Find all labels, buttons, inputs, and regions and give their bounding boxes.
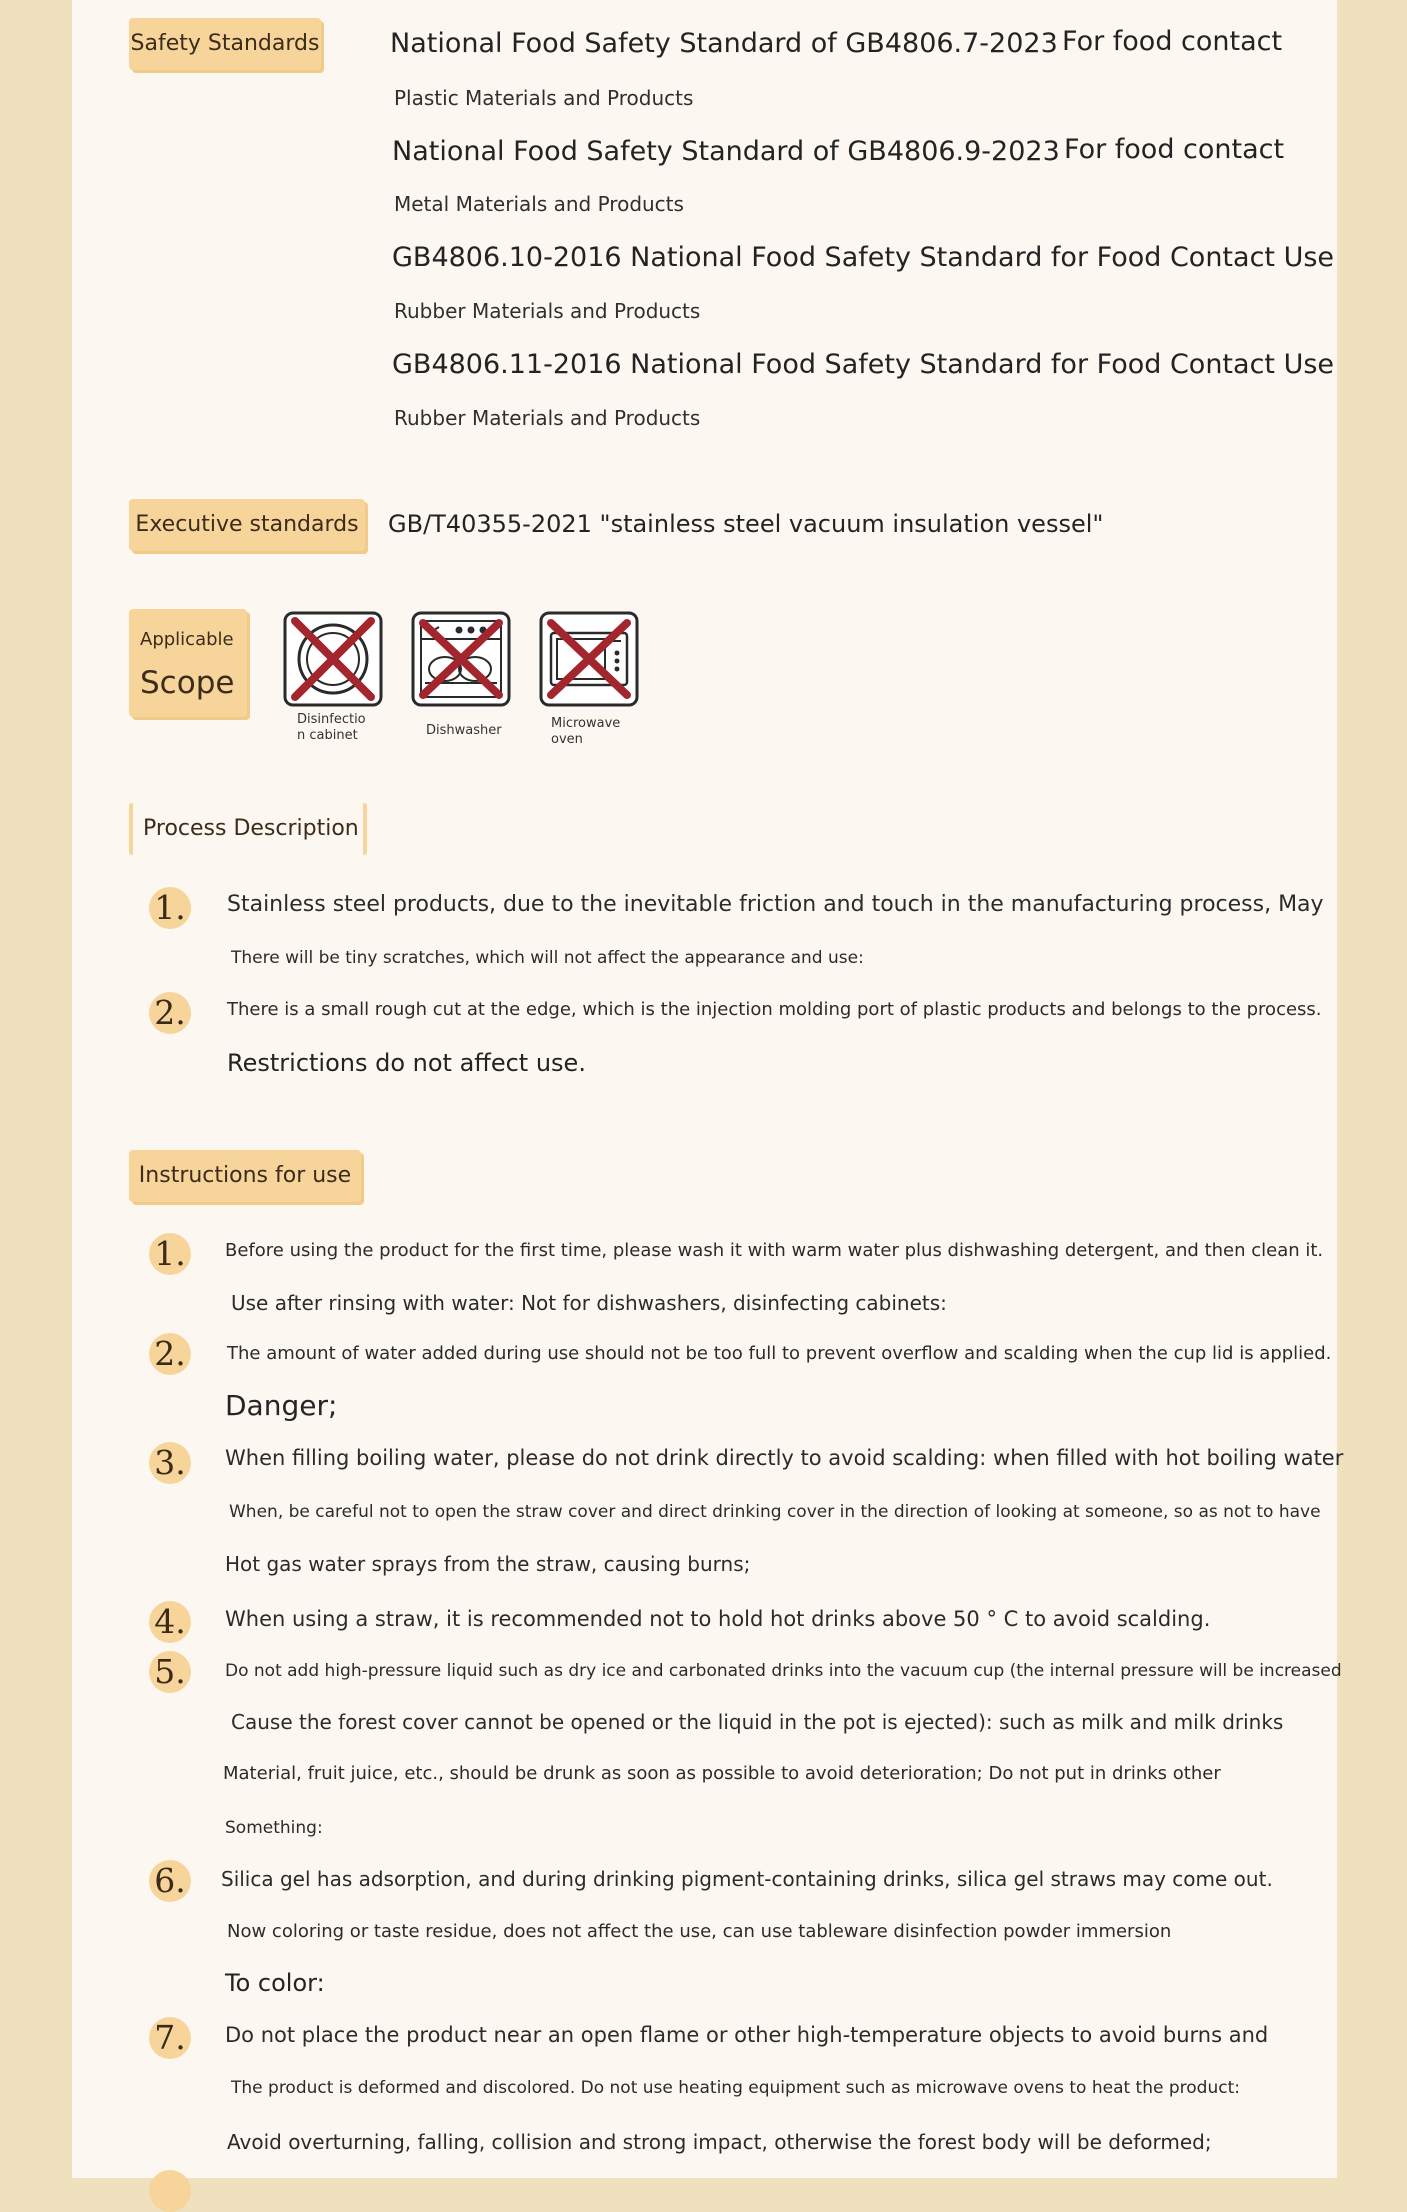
applicable-scope-tag: [129, 609, 247, 717]
safety-standard-sub-3: Rubber Materials and Products: [394, 299, 701, 323]
instruction-item-7-line-3: Avoid overturning, falling, collision and strong impact, otherwise the forest body will be deformed;: [227, 2130, 1212, 2154]
safety-standard-sub-1: Plastic Materials and Products: [394, 86, 694, 110]
instruction-item-7-line-2: The product is deformed and discolored. Do not use heating equipment such as microwave ovens to heat the product:: [231, 2078, 1240, 2098]
executive-standards-tag-label: Executive standards: [135, 512, 359, 537]
safety-standard-title-1: National Food Safety Standard of GB4806.7-2023: [390, 28, 1058, 59]
disinfection-cabinet-prohibited-icon: [283, 611, 383, 707]
process-item-2-number: 2.: [149, 992, 191, 1034]
process-item-2-line-1: There is a small rough cut at the edge, which is the injection molding port of plastic products and belongs to the process.: [227, 999, 1322, 1020]
safety-standard-sub-2: Metal Materials and Products: [394, 192, 684, 216]
disinfection-cabinet-label-line-1: Disinfectio: [297, 712, 366, 727]
microwave-prohibited-icon: [539, 611, 639, 707]
safety-standard-suffix-1: For food contact: [1062, 26, 1283, 57]
safety-standard-title-2: National Food Safety Standard of GB4806.9-2023: [392, 136, 1060, 167]
instruction-item-6-number: 6.: [149, 1860, 191, 1902]
process-description-tag-label: Process Description: [143, 816, 359, 841]
instructions-for-use-tag: [129, 1150, 361, 1202]
instruction-item-2-line-1: The amount of water added during use should not be too full to prevent overflow and scalding when the cup lid is applied.: [227, 1343, 1332, 1364]
microwave-label: [551, 716, 620, 749]
instruction-item-1-line-2: Use after rinsing with water: Not for dishwashers, disinfecting cabinets:: [231, 1291, 947, 1315]
safety-standard-title-4: GB4806.11-2016 National Food Safety Standard for Food Contact Use: [392, 349, 1335, 380]
instruction-item-8-number-partial: [149, 2170, 191, 2212]
safety-standard-sub-4: Rubber Materials and Products: [394, 406, 701, 430]
instruction-item-6-line-1: Silica gel has adsorption, and during drinking pigment-containing drinks, silica gel straws may come out.: [221, 1867, 1273, 1891]
process-item-2-line-2: Restrictions do not affect use.: [227, 1049, 586, 1077]
dishwasher-prohibited-icon: [411, 611, 511, 707]
instruction-item-4-number: 4.: [149, 1601, 191, 1643]
microwave-label-line-2: oven: [551, 732, 583, 748]
instruction-item-7-number: 7.: [149, 2017, 191, 2059]
instruction-item-5-line-2: Cause the forest cover cannot be opened or the liquid in the pot is ejected): such as milk and milk drinks: [231, 1710, 1284, 1734]
instruction-item-7-line-1: Do not place the product near an open flame or other high-temperature objects to avoid burns and: [225, 2023, 1269, 2047]
instruction-item-1-line-1: Before using the product for the first time, please wash it with warm water plus dishwashing detergent, and then clean it.: [225, 1240, 1324, 1261]
disinfection-cabinet-label: [297, 712, 366, 745]
instruction-item-5-line-4: Something:: [225, 1818, 323, 1838]
instruction-item-3-line-3: Hot gas water sprays from the straw, causing burns;: [225, 1552, 751, 1576]
instruction-item-1-number: 1.: [149, 1233, 191, 1275]
process-description-tag: [129, 803, 367, 855]
instruction-item-6-line-3: To color:: [225, 1969, 325, 1997]
applicable-scope-tag-big: Scope: [140, 665, 235, 701]
product-info-panel: [72, 0, 1344, 2178]
process-item-1-number: 1.: [149, 887, 191, 929]
instruction-item-6-line-2: Now coloring or taste residue, does not affect the use, can use tableware disinfection powder immersion: [227, 1921, 1172, 1942]
instruction-item-5-number: 5.: [149, 1651, 191, 1693]
instruction-item-5-line-3: Material, fruit juice, etc., should be drunk as soon as possible to avoid deterioration; Do not put in drinks other: [223, 1763, 1221, 1784]
instruction-item-5-line-1: Do not add high-pressure liquid such as dry ice and carbonated drinks into the vacuum cup (the internal pressure will be increased: [225, 1661, 1342, 1681]
instruction-item-3-line-2: When, be careful not to open the straw cover and direct drinking cover in the direction of looking at someone, so as not to have: [229, 1502, 1321, 1522]
dishwasher-label-line-1: Dishwasher: [426, 723, 502, 738]
safety-standards-tag: [129, 18, 321, 70]
safety-standard-title-3: GB4806.10-2016 National Food Safety Standard for Food Contact Use: [392, 242, 1335, 273]
executive-standard-text: GB/T40355-2021 "stainless steel vacuum insulation vessel": [388, 510, 1104, 538]
disinfection-cabinet-label-line-2: n cabinet: [297, 728, 358, 744]
instruction-item-2-line-2: Danger;: [225, 1389, 338, 1422]
microwave-label-line-1: Microwave: [551, 716, 621, 731]
safety-standard-suffix-2: For food contact: [1064, 134, 1285, 165]
instruction-item-4-line-1: When using a straw, it is recommended not to hold hot drinks above 50 ° C to avoid scalding.: [225, 1607, 1211, 1631]
instruction-item-2-number: 2.: [149, 1333, 191, 1375]
process-item-1-line-1: Stainless steel products, due to the inevitable friction and touch in the manufacturing process, May: [227, 892, 1324, 917]
process-item-1-line-2: There will be tiny scratches, which will not affect the appearance and use:: [231, 948, 864, 968]
dishwasher-label: [426, 723, 502, 739]
instructions-for-use-tag-label: Instructions for use: [138, 1163, 352, 1188]
instruction-item-3-number: 3.: [149, 1442, 191, 1484]
executive-standards-tag: [129, 499, 365, 551]
instruction-item-3-line-1: When filling boiling water, please do not drink directly to avoid scalding: when filled with hot boiling water: [225, 1446, 1344, 1470]
applicable-scope-tag-small: Applicable: [140, 629, 234, 650]
safety-standards-tag-label: Safety Standards: [130, 31, 320, 56]
